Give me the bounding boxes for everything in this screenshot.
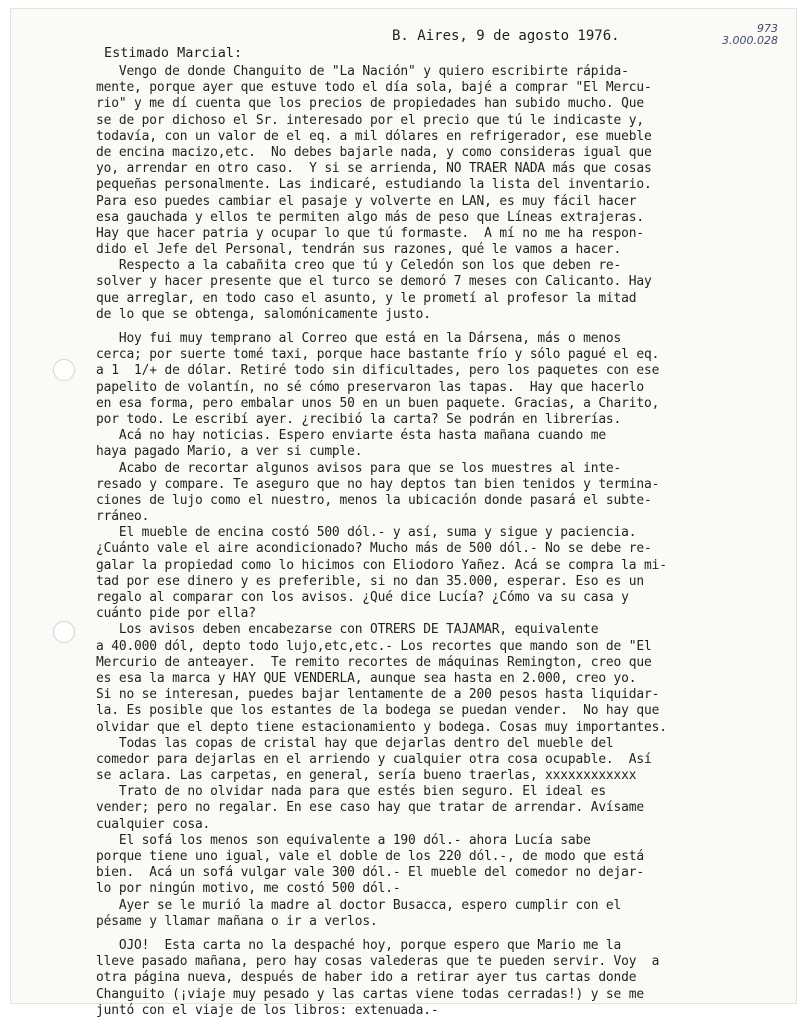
- letter-line: a 40.000 dól, depto todo lujo,etc,etc.- Los recortes que mando son de "El: [96, 638, 652, 654]
- letter-line: olvidar que el depto tiene estacionamiento y bodega. Cosas muy importantes.: [96, 719, 667, 735]
- letter-line: otra página nueva, después de haber ido a retirar ayer tus cartas donde: [96, 970, 637, 986]
- letter-line: dido el Jefe del Personal, tendrán sus razones, qué le vamos a hacer.: [96, 242, 622, 258]
- letter-line: se aclara. Las carpetas, en general, sería bueno traerlas, xxxxxxxxxxxx: [96, 768, 637, 784]
- letter-line: ¿Cuánto vale el aire acondicionado? Mucho más de 500 dól.- No se debe re-: [96, 541, 652, 557]
- letter-line: Si no se interesan, puedes bajar lentamente de a 200 pesos hasta liquidar-: [96, 687, 660, 703]
- punch-hole: [53, 359, 75, 381]
- letter-line: regalo al comparar con los avisos. ¿Qué dice Lucía? ¿Cómo va su casa y: [96, 590, 629, 605]
- salutation: Estimado Marcial:: [104, 45, 243, 61]
- letter-line: lo por ningún motivo, me costó 500 dól.-: [96, 881, 401, 897]
- letter-line: es esa la marca y HAY QUE VENDERLA, aunque sea hasta en 2.000, creo yo.: [96, 670, 637, 686]
- letter-line: Trato de no olvidar nada para que estés bien seguro. El ideal es: [96, 784, 606, 800]
- letter-line: porque tiene uno igual, vale el doble de los 220 dól.-, de modo que está: [96, 849, 644, 864]
- letter-line: cualquier cosa.: [96, 816, 211, 832]
- archive-mark: [722, 23, 778, 47]
- letter-line: bien. Acá un sofá vulgar vale 300 dól.- El mueble del comedor no dejar-: [96, 865, 644, 881]
- letter-line: comedor para dejarlas en el arriendo y cualquier otra cosa ocupable. Así: [96, 751, 652, 767]
- letter-line: ciones de lujo como el nuestro, menos la ubicación donde pasará el subte-: [96, 492, 652, 508]
- letter-line: se de por dichoso el Sr. interesado por el precio que tú le indicaste y,: [96, 112, 644, 128]
- archive-number: 973: [757, 22, 778, 35]
- letter-line: [96, 930, 786, 938]
- letter-line: El sofá los menos son equivalente a 190 dól.- ahora Lucía sabe: [96, 832, 591, 848]
- letter-line: lleve pasado mañana, pero hay cosas valederas que te pueden servir. Voy a: [96, 954, 660, 970]
- punch-hole: [53, 621, 75, 643]
- letter-line: galar la propiedad como lo hicimos con Eliodoro Yañez. Acá se compra la mi-: [96, 557, 667, 573]
- letter-line: Hoy fui muy temprano al Correo que está en la Dársena, más o menos: [96, 331, 622, 346]
- letter-line: cerca; por suerte tomé taxi, porque hace bastante frío y sólo pagué el eq.: [96, 347, 660, 363]
- letter-line: Acá no hay noticias. Espero enviarte ésta hasta mañana cuando me: [96, 428, 606, 444]
- letter-line: pésame y llamar mañana o ir a verlos.: [96, 913, 378, 929]
- letter-line: esa gauchada y ellos te permiten algo más de peso que Líneas extrajeras.: [96, 209, 644, 225]
- letter-line: haya pagado Mario, a ver si cumple.: [96, 444, 363, 460]
- letter-line: Todas las copas de cristal hay que dejarlas dentro del mueble del: [96, 735, 614, 751]
- letter-line: El mueble de encina costó 500 dól.- y así, suma y sigue y paciencia.: [96, 525, 637, 541]
- letter-line: Para eso puedes cambiar el pasaje y volverte en LAN, es muy fácil hacer: [96, 193, 637, 209]
- letter-line: Respecto a la cabañita creo que tú y Celedón son los que deben re-: [96, 258, 622, 274]
- letter-line: todavía, con un valor de el eq. a mil dólares en refrigerador, ese mueble: [96, 128, 652, 144]
- letter-line: papelito de volantín, no sé cómo preservaron las tapas. Hay que hacerlo: [96, 379, 644, 395]
- letter-line: Vengo de donde Changuito de "La Nación" y quiero escribirte rápida-: [96, 64, 629, 79]
- letter-line: Acabo de recortar algunos avisos para que se los muestres al inte-: [96, 460, 622, 476]
- letter-line: rráneo.: [96, 509, 150, 525]
- letter-line: a 1 1/+ de dólar. Retiré todo sin dificultades, pero los paquetes con ese: [96, 363, 660, 379]
- letter-line: de lo que se obtenga, salomónicamente justo.: [96, 306, 431, 322]
- letter-line: vender; pero no regalar. En ese caso hay que tratar de arrendar. Avísame: [96, 800, 644, 816]
- letter-line: juntó con el viaje de los libros: extenuada.-: [96, 1002, 439, 1018]
- letter-line: pequeñas personalmente. Las indicaré, estudiando la lista del inventario.: [96, 177, 652, 193]
- letter-line: Ayer se le murió la madre al doctor Busacca, espero cumplir con el: [96, 897, 622, 913]
- letter-line: Los avisos deben encabezarse con OTRERS DE TAJAMAR, equivalente: [96, 622, 599, 638]
- letter-line: cuánto pide por ella?: [96, 606, 256, 622]
- letter-line: que arreglar, en todo caso el asunto, y le prometí al profesor la mitad: [96, 290, 637, 306]
- letter-line: la. Es posible que los estantes de la bodega se puedan vender. No hay que: [96, 703, 660, 719]
- letter-body: [96, 64, 786, 1019]
- letter-line: por todo. Le escribí ayer. ¿recibió la carta? Se podrán en librerías.: [96, 411, 622, 427]
- letter-line: rio" y me dí cuenta que los precios de propiedades han subido mucho. Que: [96, 96, 644, 112]
- letter-line: [96, 323, 786, 331]
- letter-line: Changuito (¡viaje muy pesado y las cartas viene todas cerradas!) y se me: [96, 986, 644, 1002]
- letter-line: mente, porque ayer que estuve todo el día sola, bajé a comprar "El Mercu-: [96, 80, 652, 96]
- archive-code: 3.000.028: [722, 34, 778, 47]
- letter-line: en esa forma, pero embalar unos 50 en un buen paquete. Gracias, a Charito,: [96, 395, 660, 411]
- letter-line: resado y compare. Te aseguro que no hay deptos tan bien tenidos y termina-: [96, 476, 660, 492]
- letter-line: de encina macizo,etc. No debes bajarle nada, y como consideras igual que: [96, 144, 652, 160]
- letter-line: solver y hacer presente que el turco se demoró 7 meses con Calicanto. Hay: [96, 274, 652, 290]
- letter-line: tad por ese dinero y es preferible, si no dan 35.000, esperar. Eso es un: [96, 573, 644, 589]
- letter-date: B. Aires, 9 de agosto 1976.: [392, 28, 620, 44]
- letter-line: Mercurio de anteayer. Te remito recortes de máquinas Remington, creo que: [96, 654, 652, 670]
- letter-line: yo, arrendar en otro caso. Y si se arrienda, NO TRAER NADA más que cosas: [96, 161, 652, 177]
- letter-line: OJO! Esta carta no la despaché hoy, porque espero que Mario me la: [96, 937, 622, 953]
- letter-line: Hay que hacer patria y ocupar lo que tú formaste. A mí no me ha respon-: [96, 225, 644, 241]
